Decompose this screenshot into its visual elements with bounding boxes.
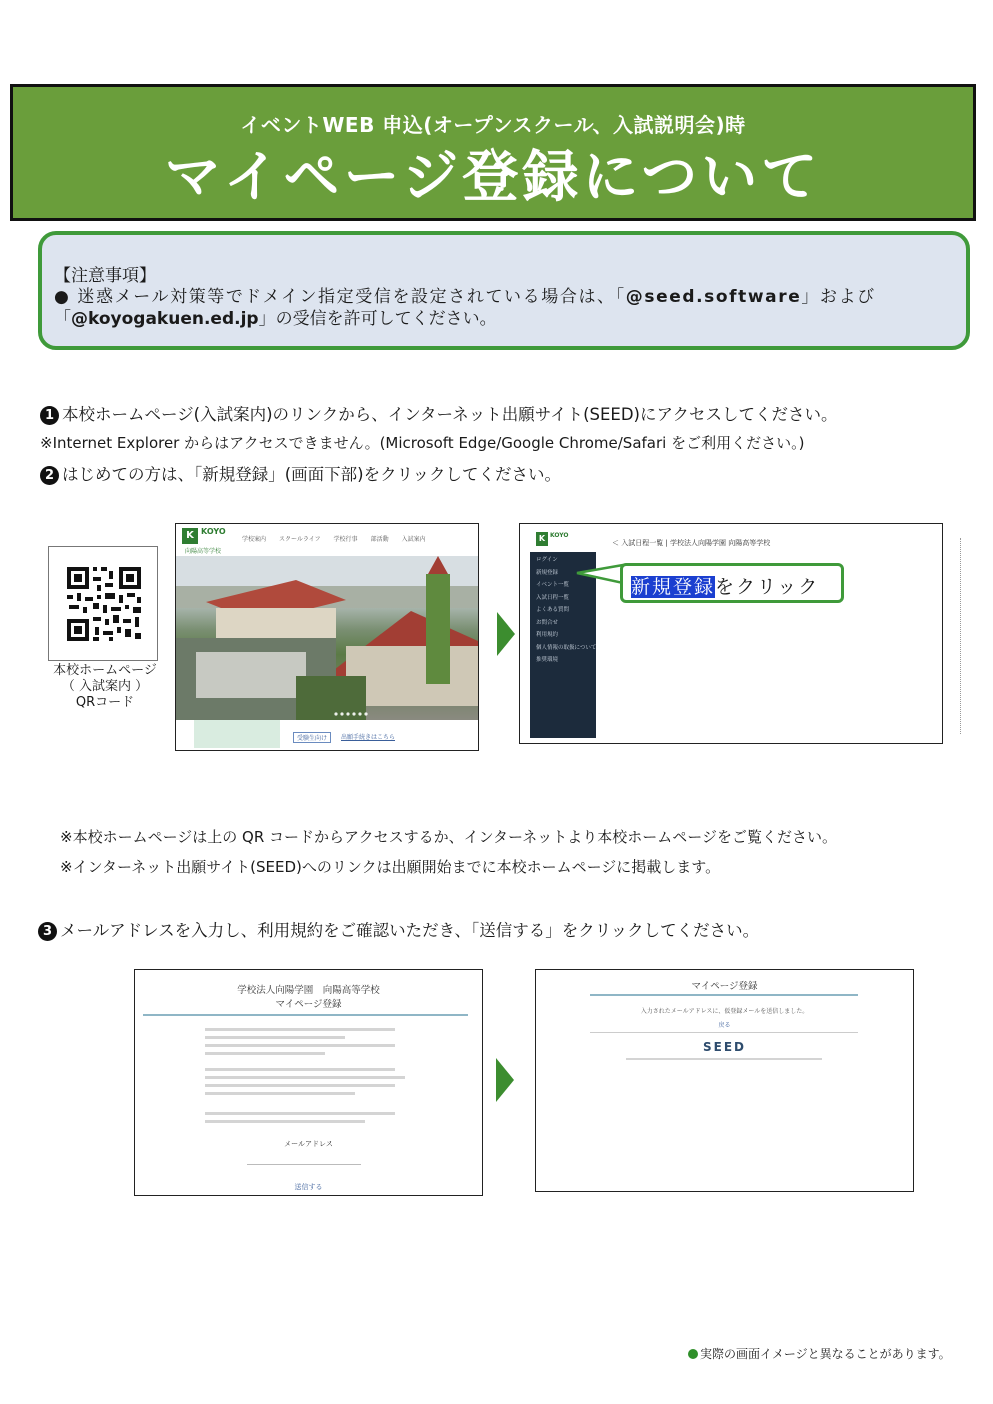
step-1-number-icon: 1 [40,406,59,425]
homepage-button[interactable]: 受験生向け [293,732,331,743]
seed-brand: SEED [703,1040,746,1054]
qr-code-frame [48,546,158,661]
register-complete-screenshot [535,969,914,1192]
green-dot-icon [688,1349,698,1359]
complete-divider [590,994,858,996]
campus-building-icon [176,556,478,720]
domain-koyo: @koyogakuen.ed.jp [71,309,259,329]
seed-logo-text: KOYO [550,532,569,539]
menu-environment[interactable]: 推奨環境 [536,657,559,663]
submit-button[interactable]: 送信する [294,1183,323,1191]
menu-faq[interactable]: よくある質問 [536,607,570,613]
notice-box [38,231,970,350]
callout-rest: をクリック [715,576,820,598]
note-seed-link: ※インターネット出願サイト(SEED)へのリンクは出願開始までに本校ホームページに掲載します。 [60,858,721,876]
homepage-header [176,524,478,556]
notice-line-2: 「@koyogakuen.ed.jp」の受信を許可してください。 [54,309,497,329]
campus-photo [176,556,478,720]
qr-code-icon [49,547,157,660]
menu-terms[interactable]: 利用規約 [536,632,559,638]
homepage-panel [194,720,280,748]
title-banner [10,84,976,221]
arrow-right-icon-2 [496,1058,514,1102]
school-logo-icon: K [182,528,198,544]
menu-events[interactable]: イベント一覧 [536,582,570,588]
callout-new-register [620,563,844,603]
banner-title: マイページ登録について [164,145,822,210]
callout-pointer-icon [575,563,625,585]
homepage-nav: 学校案内 スクールライフ 学校行事 部活動 入試案内 [242,536,426,543]
email-label: メールアドレス [284,1140,333,1148]
step-3-number-icon: 3 [38,922,57,941]
callout-highlight: 新規登録 [631,576,716,598]
notice-heading: 【注意事項】 [54,266,156,286]
register-school: 学校法人向陽学園 向陽高等学校 [237,985,380,996]
menu-contact[interactable]: お問合せ [536,619,559,626]
complete-title: マイページ登録 [691,981,758,992]
complete-message: 入力されたメールアドレスに、仮登録メールを送信しました。 [640,1008,809,1015]
homepage-footer [176,720,478,750]
menu-exam-dates[interactable]: 入試日程一覧 [536,594,570,601]
footer-note: 実際の画面イメージと異なることがあります。 [688,1345,951,1362]
register-form-screenshot [134,969,483,1196]
menu-privacy[interactable]: 個人情報の取扱について [536,644,597,651]
email-input[interactable] [247,1151,361,1165]
qr-label: 本校ホームページ （ 入試案内 ） QRコード [53,663,157,710]
seed-top-screenshot [519,523,943,744]
menu-new-register[interactable]: 新規登録 [536,569,559,576]
seed-breadcrumb: ＜ 入試日程一覧 | 学校法人向陽学園 向陽高等学校 [612,539,771,547]
step-3: 3 メールアドレスを入力し、利用規約をご確認いただき、「送信する」をクリックしてください。 [38,917,759,941]
register-divider [143,1014,468,1016]
step-1-note: ※Internet Explorer からはアクセスできません。(Microsoft Edge/Google Chrome/Safari をご利用ください。) [40,434,805,452]
domain-seed: @seed.software [625,287,802,307]
step-2-number-icon: 2 [40,466,59,485]
menu-login[interactable]: ログイン [536,557,558,563]
complete-back-link[interactable]: 戻る [718,1022,731,1029]
seed-school-logo-icon: K [536,532,548,546]
complete-divider-2 [590,1032,858,1033]
banner-subtitle: イベントWEB 申込(オープンスクール、入試説明会)時 [240,113,746,137]
step-2: 2 はじめての方は、「新規登録」(画面下部)をクリックしてください。 [40,461,561,485]
school-name: 向陽高等学校 [185,548,222,555]
notice-line-1: ● 迷惑メール対策等でドメイン指定受信を設定されている場合は、「@seed.software」および [54,287,876,307]
note-homepage: ※本校ホームページは上の QR コードからアクセスするか、インターネットより本校ホームページをご覧ください。 [60,828,837,846]
scrollbar-hint [960,538,962,734]
homepage-apply-link[interactable]: 出願手続きはこちら [341,734,396,741]
arrow-right-icon [497,612,515,656]
step-1: 1 本校ホームページ(入試案内)のリンクから、インターネット出願サイト(SEED)にアクセスしてください。 [40,401,837,425]
register-title: マイページ登録 [275,999,342,1010]
logo-text: KOYO [201,527,226,536]
homepage-screenshot [175,523,479,751]
